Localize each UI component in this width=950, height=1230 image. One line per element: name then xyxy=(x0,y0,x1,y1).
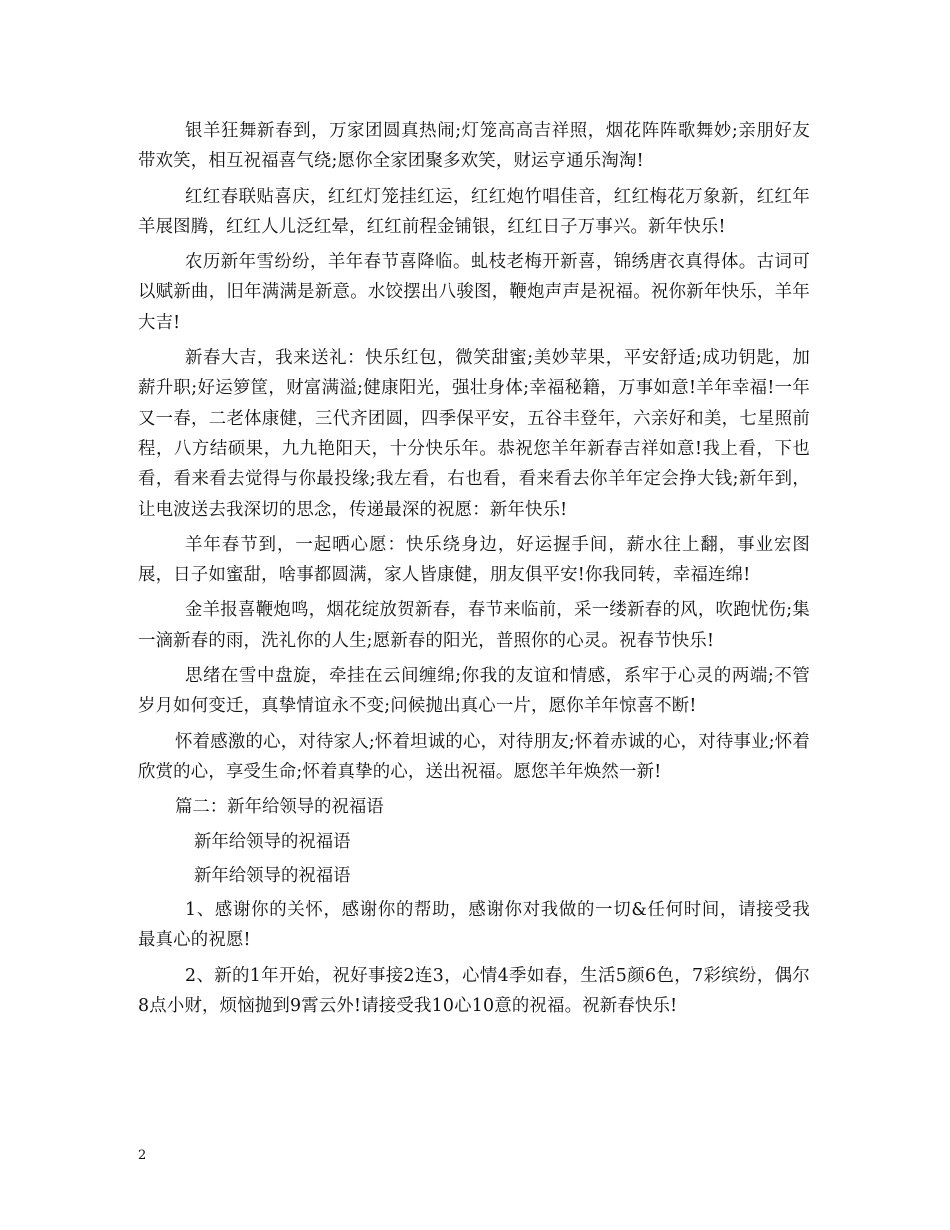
numbered-item-1: 1、感谢你的关怀，感谢你的帮助，感谢你对我做的一切&任何时间，请接受我最真心的祝愿! xyxy=(138,900,810,951)
subheading-1: 新年给领导的祝福语 xyxy=(194,831,351,852)
blessing-paragraph-8: 怀着感激的心，对待家人;怀着坦诚的心，对待朋友;怀着赤诚的心，对待事业;怀着欣赏的心，享受生命;怀着真挚的心，送出祝福。愿您羊年焕然一新! xyxy=(138,731,810,782)
blessing-paragraph-6: 金羊报喜鞭炮鸣，烟花绽放贺新春，春节来临前，采一缕新春的风，吹跑忧伤;集一滴新春的雨，洗礼你的人生;愿新春的阳光，普照你的心灵。祝春节快乐! xyxy=(138,600,810,651)
subheading-2: 新年给领导的祝福语 xyxy=(194,865,351,886)
blessing-paragraph-3: 农历新年雪纷纷，羊年春节喜降临。虬枝老梅开新喜，锦绣唐衣真得体。古词可以赋新曲，旧年满满是新意。水饺摆出八骏图，鞭炮声声是祝福。祝你新年快乐，羊年大吉! xyxy=(138,252,810,333)
blessing-paragraph-5: 羊年春节到，一起晒心愿：快乐绕身边，好运握手间，薪水往上翻，事业宏图展，日子如蜜甜，啥事都圆满，家人皆康健，朋友俱平安!你我同转，幸福连绵! xyxy=(138,534,810,586)
blessing-paragraph-7: 思绪在雪中盘旋，牵挂在云间缠绵;你我的友谊和情感，系牢于心灵的两端;不管岁月如何变迁，真挚情谊永不变;问候抛出真心一片，愿你羊年惊喜不断! xyxy=(138,666,810,717)
blessing-paragraph-2: 红红春联贴喜庆，红红灯笼挂红运，红红炮竹唱佳音，红红梅花万象新，红红年羊展图腾，红红人儿泛红晕，红红前程金铺银，红红日子万事兴。新年快乐! xyxy=(138,186,810,237)
section-heading: 篇二：新年给领导的祝福语 xyxy=(175,797,384,818)
page-body xyxy=(138,116,810,1026)
page-number: 2 xyxy=(138,1148,147,1163)
blessing-paragraph-4: 新春大吉，我来送礼：快乐红包，微笑甜蜜;美妙苹果，平安舒适;成功钥匙，加薪升职;好运箩筐，财富满溢;健康阳光，强壮身体;幸福秘籍，万事如意!羊年幸福!一年又一春，二老体康健，三代齐团圆，四季保平安，五谷丰登年，六亲好和美，七星照前程，八方结硕果，九九艳阳天，十分快乐年。恭祝您羊年新春吉祥如意!我上看，下也看，看来看去觉得与你最投缘;我左看，右也看，看来看去你羊年定会挣大钱;新年到，让电波送去我深切的思念，传递最深的祝愿：新年快乐! xyxy=(138,348,810,520)
blessing-paragraph-1: 银羊狂舞新春到，万家团圆真热闹;灯笼高高吉祥照，烟花阵阵歌舞妙;亲朋好友带欢笑，相互祝福喜气绕;愿你全家团聚多欢笑，财运亨通乐淘淘! xyxy=(138,121,810,172)
numbered-item-2: 2、新的1年开始，祝好事接2连3，心情4季如春，生活5颜6色，7彩缤纷，偶尔8点小财，烦恼抛到9霄云外!请接受我10心10意的祝福。祝新春快乐! xyxy=(138,965,810,1017)
